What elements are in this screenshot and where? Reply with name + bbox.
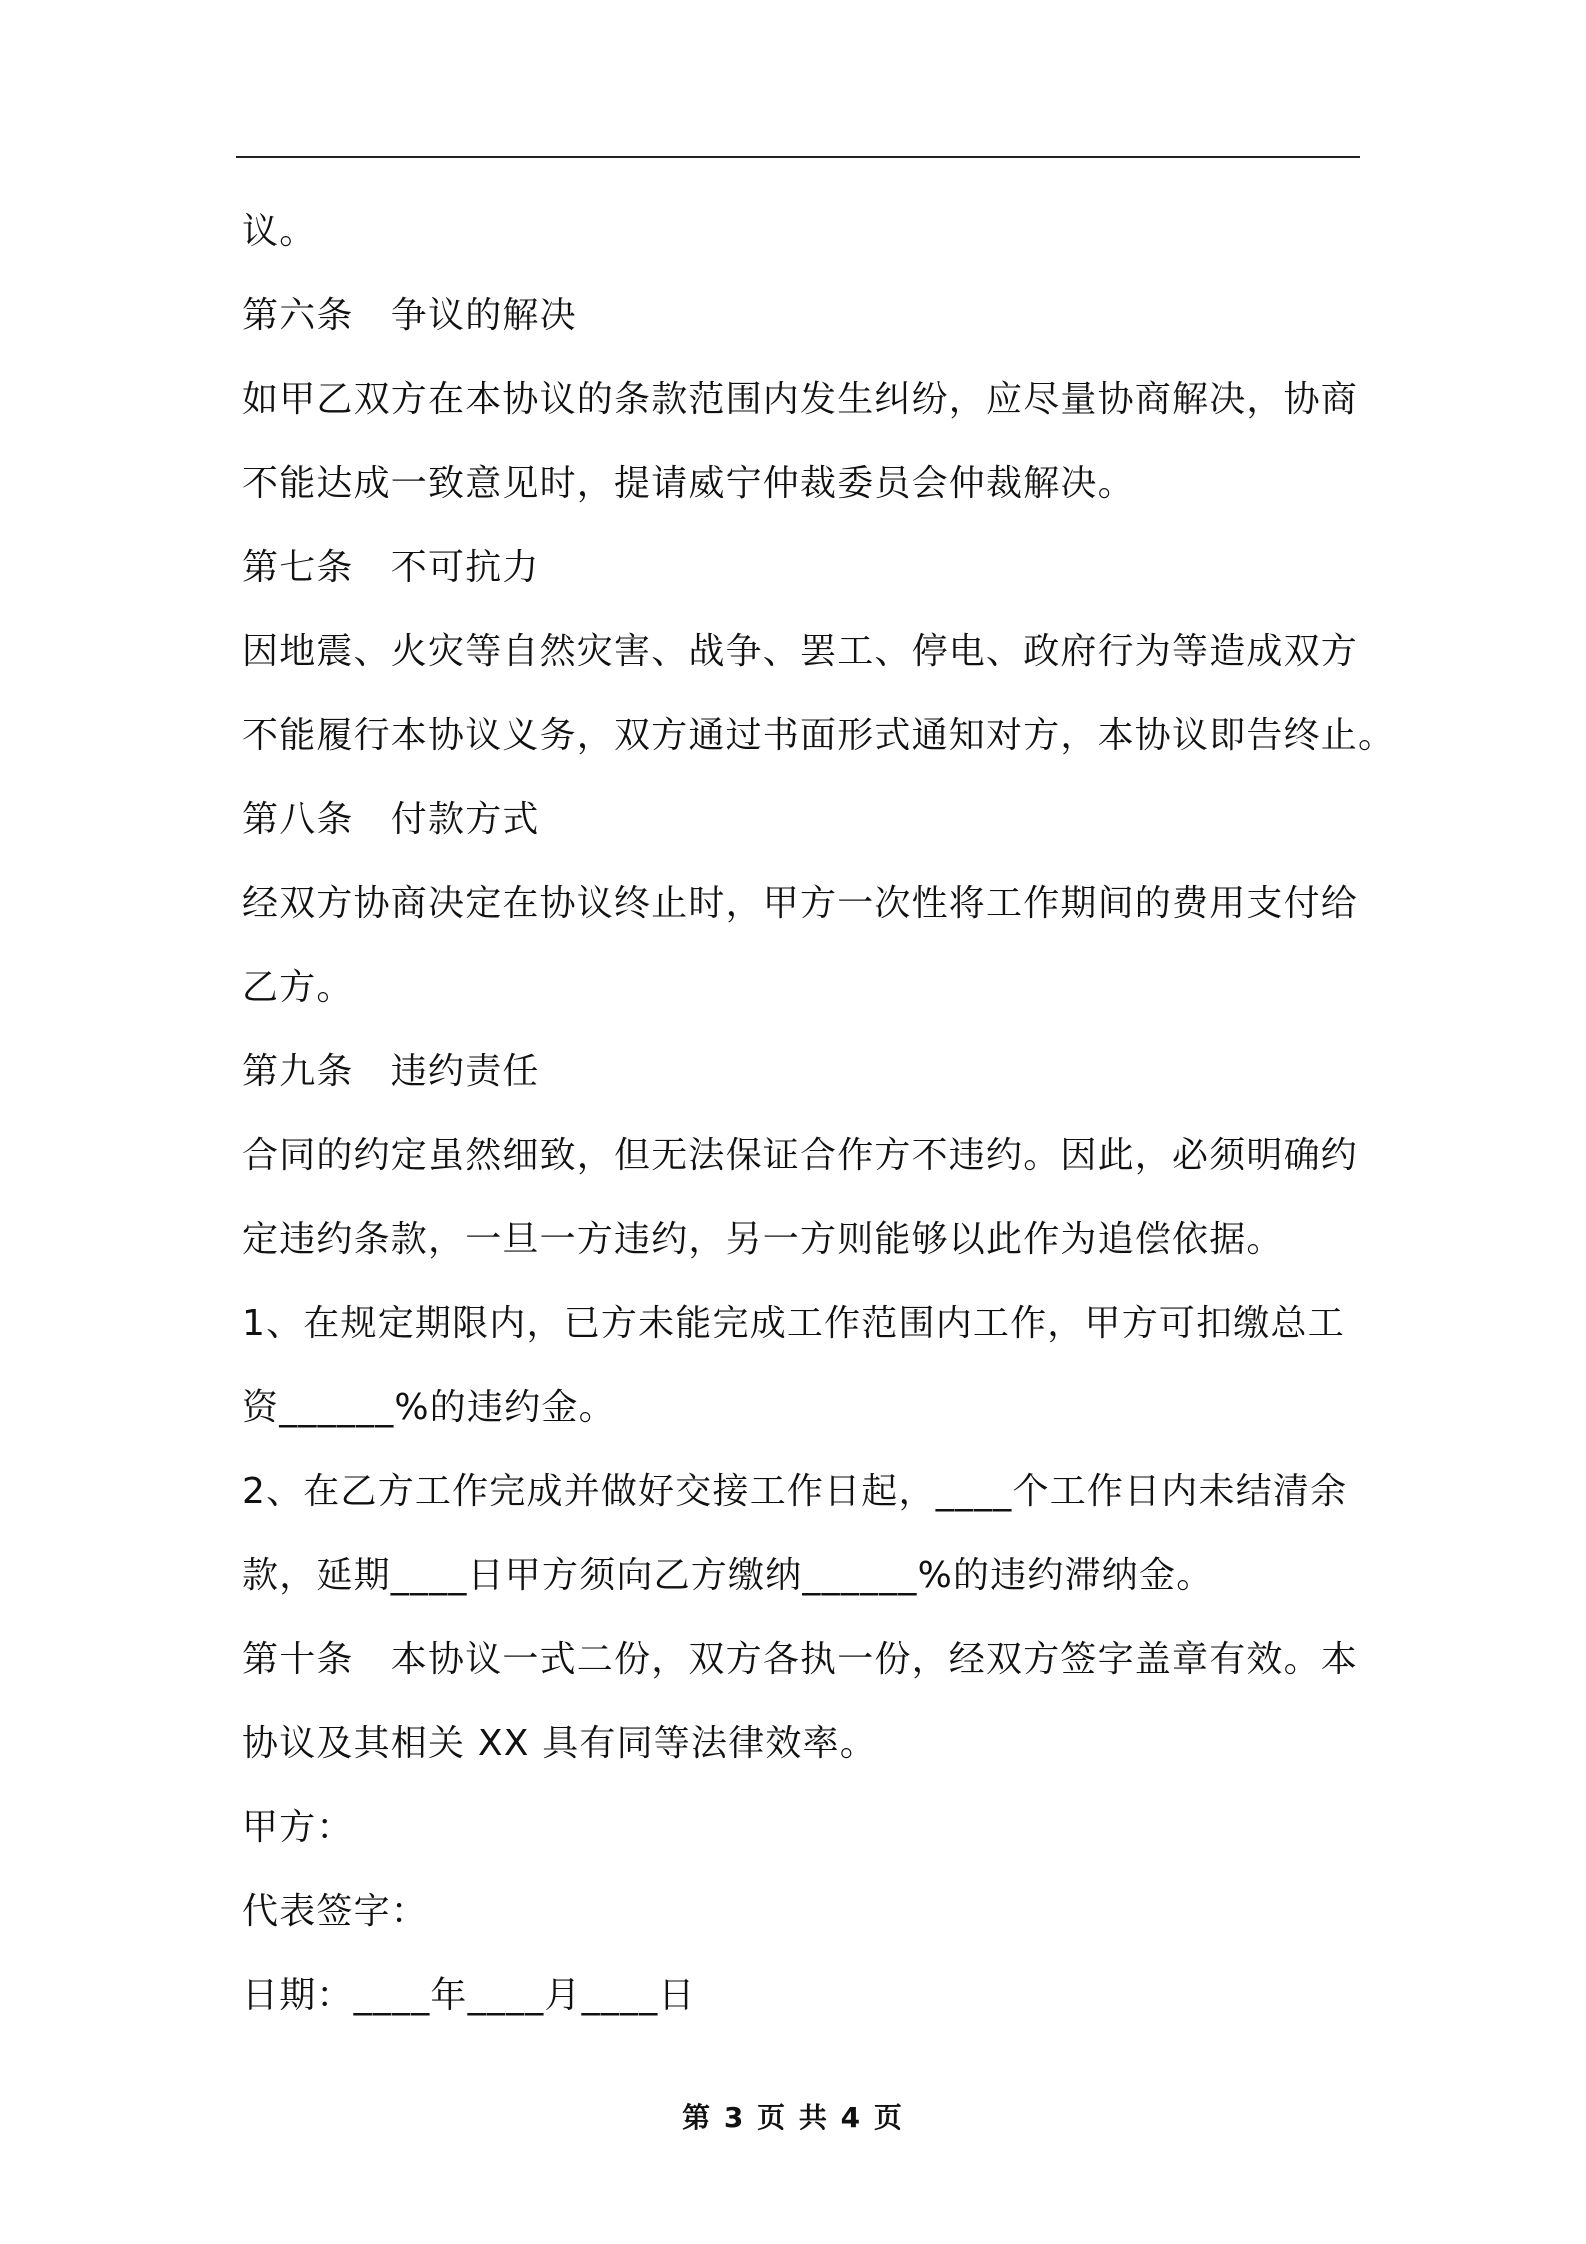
article-8-text-line-2: 乙方。	[242, 967, 354, 1008]
article-6-heading: 第六条 争议的解决	[242, 295, 577, 336]
document-body	[242, 190, 1396, 2038]
party-a-label: 甲方：	[242, 1807, 354, 1848]
clause-1-line-1: 1、在规定期限内，已方未能完成工作范围内工作，甲方可扣缴总工	[242, 1303, 1345, 1344]
article-7-heading: 第七条 不可抗力	[242, 547, 540, 588]
article-10-line-2: 协议及其相关 XX 具有同等法律效率。	[242, 1723, 878, 1764]
clause-2-line-1: 2、在乙方工作完成并做好交接工作日起，____个工作日内未结清余	[242, 1471, 1348, 1512]
page-number-footer: 第 3 页 共 4 页	[682, 2101, 904, 2134]
text-line-continuation: 议。	[242, 211, 317, 252]
header-rule	[236, 156, 1360, 158]
article-9-text-line-1: 合同的约定虽然细致，但无法保证合作方不违约。因此，必须明确约	[242, 1135, 1359, 1176]
article-7-text-line-1: 因地震、火灾等自然灾害、战争、罢工、停电、政府行为等造成双方	[242, 631, 1359, 672]
date-line: 日期：____年____月____日	[242, 1975, 696, 2016]
article-9-heading: 第九条 违约责任	[242, 1051, 540, 1092]
article-9-text-line-2: 定违约条款，一旦一方违约，另一方则能够以此作为追偿依据。	[242, 1219, 1284, 1260]
article-6-text-line-2: 不能达成一致意见时，提请威宁仲裁委员会仲裁解决。	[242, 463, 1135, 504]
article-10-line-1: 第十条 本协议一式二份，双方各执一份，经双方签字盖章有效。本	[242, 1639, 1359, 1680]
representative-signature-label: 代表签字：	[242, 1891, 429, 1932]
article-8-heading: 第八条 付款方式	[242, 799, 540, 840]
article-6-text-line-1: 如甲乙双方在本协议的条款范围内发生纠纷，应尽量协商解决，协商	[242, 379, 1359, 420]
article-8-text-line-1: 经双方协商决定在协议终止时，甲方一次性将工作期间的费用支付给	[242, 883, 1359, 924]
clause-2-line-2: 款，延期____日甲方须向乙方缴纳______%的违约滞纳金。	[242, 1555, 1214, 1596]
article-7-text-line-2: 不能履行本协议义务，双方通过书面形式通知对方，本协议即告终止。	[242, 715, 1396, 756]
clause-1-line-2: 资______%的违约金。	[242, 1387, 616, 1428]
